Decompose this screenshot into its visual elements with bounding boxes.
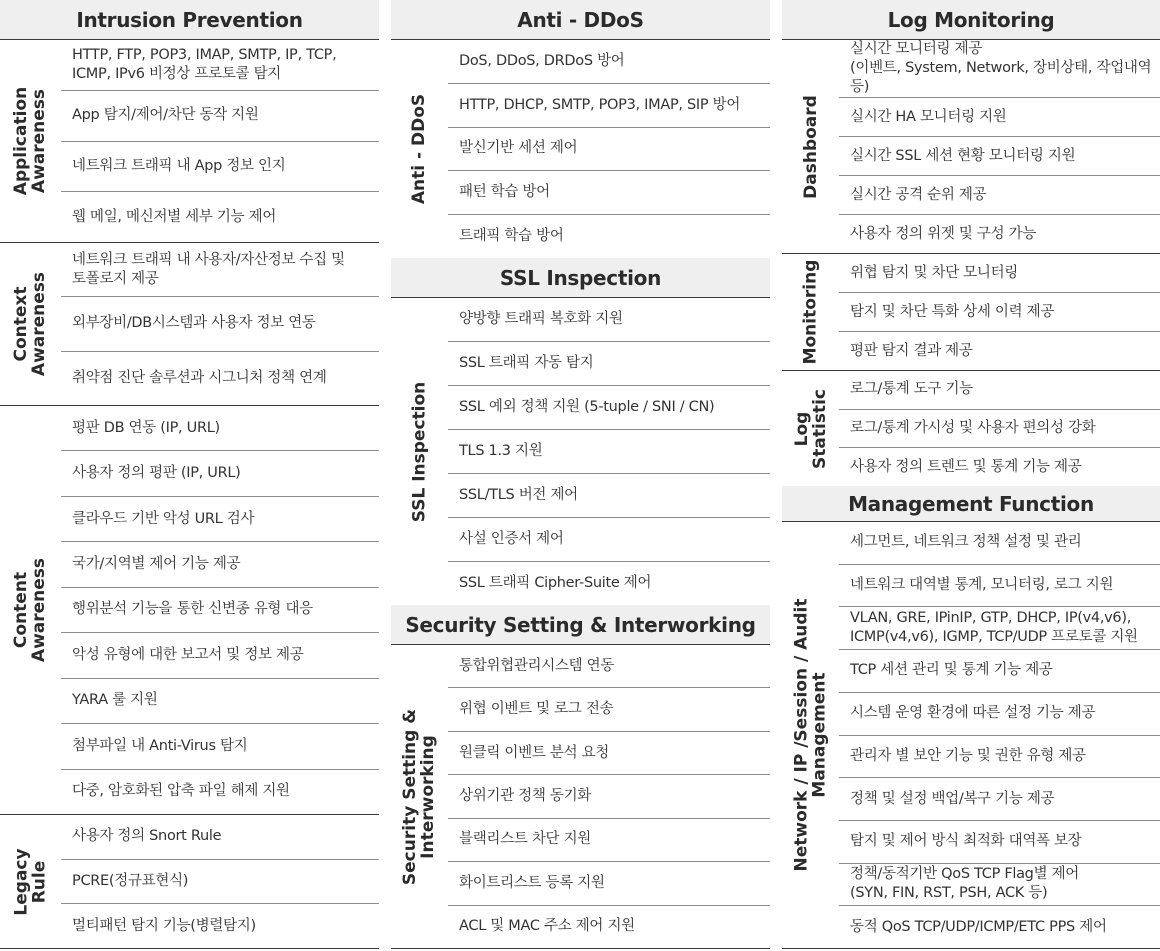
feature-item	[839, 447, 1160, 486]
section-header-log-monitoring: Log Monitoring	[782, 0, 1160, 40]
feature-item-text: 실시간 SSL 세션 현황 모니터링 지원	[850, 147, 1076, 164]
row-group-label-text	[411, 381, 429, 522]
row-group-label-line: Monitoring	[800, 259, 821, 365]
feature-list	[61, 243, 379, 405]
feature-item-text: 사용자 정의 트렌드 및 통계 기능 제공	[850, 458, 1082, 475]
feature-item-text: 탐지 및 차단 특화 상세 이력 제공	[850, 303, 1055, 320]
column-bottom-rule	[782, 948, 1160, 949]
feature-item-text: 클라우드 기반 악성 URL 검사	[72, 510, 255, 527]
row-group-ssl-inspection	[391, 298, 770, 605]
feature-item-text: 평판 DB 연동 (IP, URL)	[72, 419, 220, 436]
feature-item-text: 정책 및 설정 백업/복구 기능 제공	[850, 790, 1055, 807]
feature-item	[839, 136, 1160, 175]
feature-list	[448, 40, 770, 258]
feature-item-text: 행위분석 기능을 통한 신변종 유형 대응	[72, 601, 313, 618]
feature-item	[61, 723, 379, 768]
row-group-label	[0, 815, 61, 948]
feature-item-text: ACL 및 MAC 주소 제어 지원	[459, 918, 635, 935]
row-group-legacy-rule	[0, 814, 379, 948]
row-group-label-line: Security Setting &	[400, 708, 421, 885]
column-bottom-rule	[0, 948, 379, 949]
feature-item-text: 패턴 학습 방어	[459, 184, 550, 201]
feature-item	[839, 175, 1160, 214]
row-group-label	[391, 645, 448, 948]
feature-list	[839, 522, 1160, 948]
feature-item-text: SSL/TLS 버전 제어	[459, 487, 578, 503]
feature-item-text: SSL 트래픽 Cipher-Suite 제어	[459, 575, 652, 591]
feature-item-text: 탐지 및 제어 방식 최적화 대역폭 보장	[850, 833, 1082, 850]
feature-item-text: 정책/동적기반 QoS TCP Flag별 제어 (SYN, FIN, RST, PSH, ACK 등)	[850, 866, 1080, 902]
feature-item-text: 네트워크 대역별 통계, 모니터링, 로그 지원	[850, 577, 1114, 594]
row-group-label-line: Log	[791, 411, 812, 446]
section-header-management-function: Management Function	[782, 486, 1160, 522]
feature-item-text: 실시간 모니터링 제공 (이벤트, System, Network, 장비상태, 작업내역 등)	[850, 41, 1152, 95]
row-group-label-line: Statistic	[809, 388, 830, 469]
section-header-anti-ddos: Anti - DDoS	[391, 0, 770, 40]
row-group-label	[391, 40, 448, 258]
row-group-label-line: Application	[11, 86, 32, 196]
feature-item-text: 상위기관 정책 동기화	[459, 787, 591, 804]
feature-item	[61, 90, 379, 141]
row-group-label-line: Awareness	[29, 88, 50, 194]
feature-item	[839, 905, 1160, 948]
feature-item	[448, 645, 770, 687]
feature-item	[61, 450, 379, 495]
feature-item-text: DoS, DDoS, DRDoS 방어	[459, 52, 625, 69]
feature-item-text: 취약점 진단 솔루션과 시그니처 정책 연계	[72, 369, 327, 386]
feature-item-text: 로그/통계 가시성 및 사용자 편의성 강화	[850, 420, 1096, 436]
feature-item-text: 사설 인증서 제어	[459, 531, 564, 547]
row-group-dashboard	[782, 40, 1160, 253]
feature-item-text: PCRE(정규표현식)	[72, 873, 189, 889]
row-group-label	[0, 243, 61, 405]
feature-item	[448, 818, 770, 861]
feature-item-text: 원클릭 이벤트 분석 요청	[459, 744, 609, 761]
feature-item	[839, 777, 1160, 820]
feature-item	[448, 731, 770, 774]
feature-item	[448, 905, 770, 948]
feature-item-text: SSL 예외 정책 지원 (5-tuple / SNI / CN)	[459, 399, 715, 415]
row-group-label-line: Context	[11, 286, 32, 362]
feature-item	[61, 587, 379, 632]
feature-item-text: 멀티패턴 탐지 기능(병렬탐지)	[72, 917, 256, 934]
row-group-network-ip-session-audit-management	[782, 522, 1160, 948]
row-group-log-statistic	[782, 370, 1160, 486]
feature-item	[61, 243, 379, 296]
feature-item	[61, 815, 379, 859]
feature-item	[61, 859, 379, 904]
feature-item	[448, 341, 770, 385]
feature-item	[448, 40, 770, 83]
feature-item-text: 첨부파일 내 Anti-Virus 탐지	[72, 737, 248, 754]
feature-item-text: 통합위협관리시스템 연동	[459, 657, 615, 674]
feature-item-text: 네트워크 트래픽 내 App 정보 인지	[72, 157, 286, 174]
feature-item	[448, 83, 770, 127]
row-group-anti-ddos	[391, 40, 770, 258]
row-group-label-text	[13, 558, 49, 662]
feature-item	[61, 296, 379, 350]
feature-item-text: 동적 QoS TCP/UDP/ICMP/ETC PPS 제어	[850, 918, 1107, 935]
feature-list	[448, 298, 770, 605]
row-group-label-line: Legacy	[11, 847, 32, 916]
feature-item	[839, 371, 1160, 409]
row-group-label-line: Management	[809, 672, 830, 798]
feature-item	[448, 774, 770, 817]
feature-item	[61, 541, 379, 586]
feature-item-text: 위협 탐지 및 차단 모니터링	[850, 264, 1019, 281]
row-group-label	[0, 406, 61, 814]
row-group-label-line: Dashboard	[800, 94, 821, 199]
feature-item	[448, 127, 770, 171]
row-group-label-text	[793, 599, 829, 872]
feature-item-text: 시스템 운영 환경에 따른 설정 기능 제공	[850, 705, 1096, 722]
feature-item-text: YARA 룰 지원	[72, 692, 158, 709]
feature-item	[448, 473, 770, 517]
feature-item-text: 웹 메일, 메신저별 세부 기능 제어	[72, 208, 277, 225]
column-bottom-rule	[391, 948, 770, 949]
feature-item-text: HTTP, FTP, POP3, IMAP, SMTP, IP, TCP, ICMP, IPv6 비정상 프로토콜 탐지	[72, 46, 337, 82]
feature-item	[448, 429, 770, 473]
section-header-security-setting-interworking: Security Setting & Interworking	[391, 605, 770, 645]
feature-item-text: 실시간 HA 모니터링 지원	[850, 108, 1007, 125]
row-group-label-text	[13, 272, 49, 376]
feature-item-text: 블랙리스트 차단 지원	[459, 831, 591, 848]
row-group-label-text	[802, 95, 820, 199]
feature-item	[61, 406, 379, 450]
feature-list	[839, 254, 1160, 370]
feature-item-text: 사용자 정의 Snort Rule	[72, 828, 222, 845]
feature-item-text: 발신기반 세션 제어	[459, 140, 578, 157]
feature-item	[61, 496, 379, 541]
row-group-label-line: Interworking	[418, 734, 439, 859]
feature-item	[839, 820, 1160, 863]
feature-item-text: 네트워크 트래픽 내 사용자/자산정보 수집 및 토폴로지 제공	[72, 251, 345, 287]
row-group-label-line: Content	[11, 571, 32, 649]
feature-item	[61, 191, 379, 242]
feature-item	[61, 351, 379, 405]
row-group-label-text	[13, 87, 49, 195]
row-group-label-line: Awareness	[29, 271, 50, 377]
feature-item	[448, 561, 770, 605]
feature-item	[839, 863, 1160, 906]
row-group-label	[391, 298, 448, 605]
row-group-label	[782, 522, 839, 948]
feature-list	[61, 40, 379, 242]
feature-item	[839, 40, 1160, 97]
row-group-security-setting-interworking	[391, 645, 770, 948]
feature-item	[61, 903, 379, 948]
feature-list	[839, 40, 1160, 253]
feature-item	[839, 331, 1160, 370]
feature-item	[839, 522, 1160, 564]
section-header-ssl-inspection: SSL Inspection	[391, 258, 770, 298]
feature-item-text: 로그/통계 도구 기능	[850, 381, 973, 398]
feature-item	[839, 409, 1160, 448]
feature-item-text: 화이트리스트 등록 지원	[459, 874, 605, 891]
row-group-label	[782, 40, 839, 253]
feature-item	[61, 632, 379, 677]
feature-item	[448, 517, 770, 561]
feature-item-text: 국가/지역별 제어 기능 제공	[72, 556, 241, 573]
feature-item-text: TCP 세션 관리 및 통계 기능 제공	[850, 662, 1053, 679]
feature-item	[61, 40, 379, 90]
row-group-label-text	[13, 848, 49, 915]
row-group-label-line: Network / IP /Session / Audit	[791, 598, 812, 872]
row-group-context-awareness	[0, 242, 379, 405]
column-log-management	[782, 0, 1160, 951]
feature-item	[839, 564, 1160, 607]
feature-item-text: 위협 이벤트 및 로그 전송	[459, 701, 614, 718]
feature-item-text: 세그먼트, 네트워크 정책 설정 및 관리	[850, 534, 1082, 551]
row-group-label	[782, 371, 839, 486]
feature-list	[61, 815, 379, 948]
feature-item-text: 관리자 별 보안 기능 및 권한 유형 제공	[850, 747, 1086, 764]
feature-item	[448, 170, 770, 214]
feature-item	[448, 687, 770, 730]
row-group-label-line: SSL Inspection	[409, 381, 430, 522]
feature-item-text: 다중, 암호화된 압축 파일 해제 지원	[72, 783, 290, 800]
feature-list	[839, 371, 1160, 486]
feature-item	[839, 649, 1160, 692]
row-group-label	[0, 40, 61, 242]
feature-item-text: VLAN, GRE, IPinIP, GTP, DHCP, IP(v4,v6), ICMP(v4,v6), IGMP, TCP/UDP 프로토콜 지원	[850, 610, 1138, 646]
feature-item-text: 양방향 트래픽 복호화 지원	[459, 311, 623, 327]
feature-item	[61, 678, 379, 723]
feature-item	[61, 769, 379, 814]
feature-item-text: 사용자 정의 평판 (IP, URL)	[72, 465, 241, 482]
feature-item	[839, 292, 1160, 331]
feature-item	[839, 97, 1160, 136]
column-intrusion-prevention	[0, 0, 379, 951]
feature-item-text: 사용자 정의 위젯 및 구성 가능	[850, 225, 1037, 242]
row-group-application-awareness	[0, 40, 379, 242]
row-group-label-line: Awareness	[29, 557, 50, 663]
column-ddos-ssl-security	[391, 0, 770, 951]
section-header-intrusion-prevention: Intrusion Prevention	[0, 0, 379, 40]
row-group-monitoring	[782, 253, 1160, 370]
feature-list	[448, 645, 770, 948]
feature-item	[448, 861, 770, 904]
feature-item	[839, 254, 1160, 292]
feature-item-text: TLS 1.3 지원	[459, 443, 543, 459]
feature-item	[448, 385, 770, 429]
row-group-label-line: Anti - DDoS	[409, 93, 430, 205]
row-group-label	[782, 254, 839, 370]
row-group-label-text	[793, 389, 829, 469]
row-group-label-text	[402, 708, 438, 884]
feature-item	[448, 298, 770, 341]
feature-item	[839, 692, 1160, 735]
feature-item-text: SSL 트래픽 자동 탐지	[459, 355, 594, 371]
feature-item	[839, 606, 1160, 649]
feature-item-text: 악성 유형에 대한 보고서 및 정보 제공	[72, 646, 304, 663]
feature-item-text: 외부장비/DB시스템과 사용자 정보 연동	[72, 315, 316, 332]
feature-item	[839, 735, 1160, 778]
feature-item	[839, 214, 1160, 253]
row-group-label-line: Rule	[29, 860, 50, 903]
feature-list	[61, 406, 379, 814]
feature-item-text: App 탐지/제어/차단 동작 지원	[72, 107, 259, 124]
feature-item-text: 트래픽 학습 방어	[459, 228, 564, 245]
row-group-content-awareness	[0, 405, 379, 814]
row-group-label-text	[802, 260, 820, 365]
feature-item-text: HTTP, DHCP, SMTP, POP3, IMAP, SIP 방어	[459, 96, 741, 113]
feature-item	[448, 214, 770, 258]
feature-item-text: 평판 탐지 결과 제공	[850, 342, 973, 359]
row-group-label-text	[411, 94, 429, 204]
feature-item-text: 실시간 공격 순위 제공	[850, 186, 987, 203]
feature-item	[61, 141, 379, 192]
